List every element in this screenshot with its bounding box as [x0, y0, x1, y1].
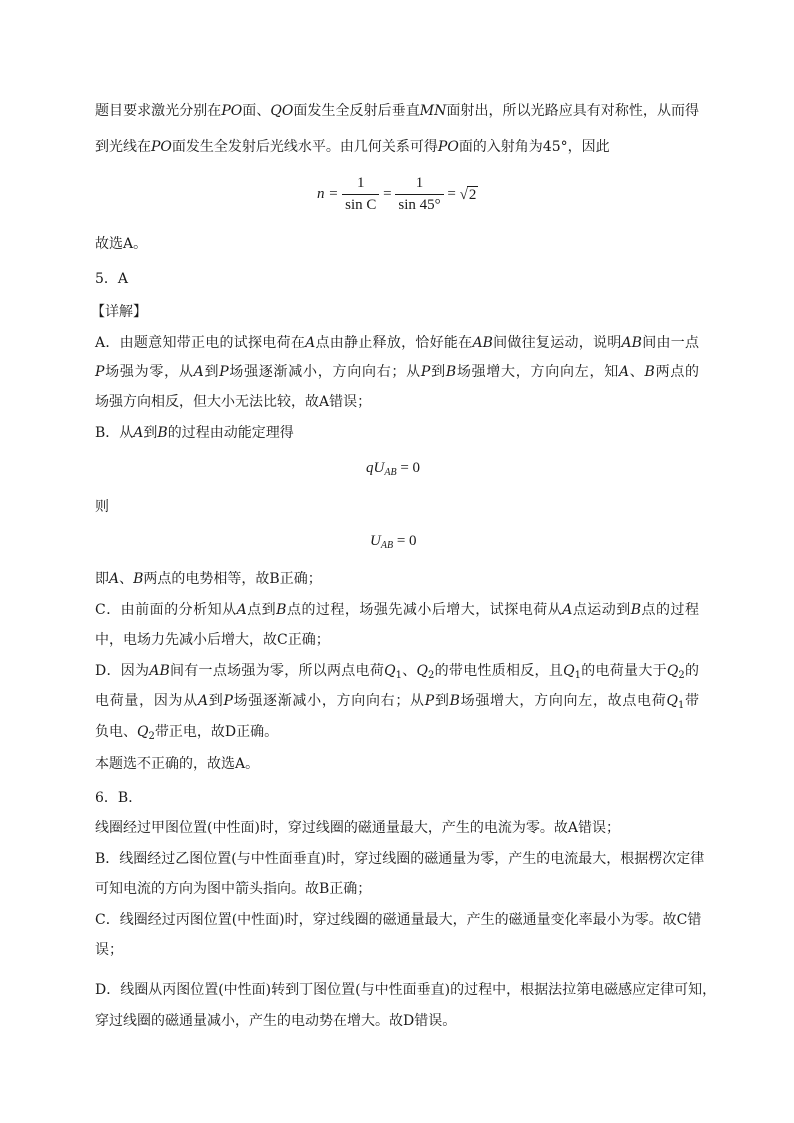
paragraph-line: 中，电场力先减小后增大，故C正确；	[95, 632, 330, 648]
detail-heading: 【详解】	[91, 304, 147, 320]
fraction: $\frac{1}{\sin 45^\circ}$	[395, 175, 443, 214]
equation-work: $qU_{AB} = 0$	[366, 460, 421, 478]
paragraph-line: C．由前面的分析知从A点到B点的过程，场强先减小后增大，试探电荷从A点运动到B点的过程	[95, 602, 700, 618]
paragraph-line: 则	[95, 499, 109, 515]
paragraph-line: A．由题意知带正电的试探电荷在A点由静止释放，恰好能在AB间做往复运动，说明AB间由一点	[95, 335, 700, 351]
paragraph-line: 穿过线圈的磁通量减小，产生的电动势在增大。故D错误。	[95, 1013, 457, 1029]
paragraph-line: 即A、B两点的电势相等，故B正确；	[95, 571, 322, 587]
math-var: PO	[151, 139, 172, 155]
equation-potential: $U_{AB} = 0$	[370, 533, 417, 551]
paragraph-line: 误；	[95, 942, 123, 958]
paragraph-line: 线圈经过甲图位置(中性面)时，穿过线圈的磁通量最大，产生的电流为零。故A错误；	[95, 820, 621, 836]
paragraph-line: 可知电流的方向为图中箭头指向。故B正确；	[95, 881, 372, 897]
paragraph-line: 负电、$Q_2$带正电，故D正确。	[95, 724, 279, 742]
math-var: PO	[221, 103, 243, 119]
paragraph-line: C．线圈经过丙图位置(中性面)时，穿过线圈的磁通量最大，产生的磁通量变化率最小为零。故C错	[95, 912, 702, 928]
paragraph-line: 本题选不正确的，故选A。	[95, 756, 260, 772]
answer-heading: 6．B．	[95, 790, 143, 806]
paragraph-line: D．因为AB间有一点场强为零，所以两点电荷$Q_1$、$Q_2$的带电性质相反，且$Q_1$的电荷量大于$Q_2$的	[95, 663, 700, 681]
paragraph-line: B．线圈经过乙图位置(与中性面垂直)时，穿过线圈的磁通量为零，产生的电流最大，根据楞次定律	[95, 851, 705, 867]
paragraph-line: 到光线在PO面发生全发射后光线水平。由几何关系可得PO面的入射角为45°，因此	[95, 139, 610, 155]
paragraph-line: 电荷量，因为从A到P场强逐渐减小，方向向右；从P到B场强增大，方向向左，故点电荷$Q_1$带	[95, 693, 700, 711]
paragraph-line: P场强为零，从A到P场强逐渐减小，方向向右；从P到B场强增大，方向向左，知A、B两点的	[95, 364, 700, 380]
paragraph-line: B．从A到B的过程由动能定理得	[95, 425, 294, 441]
math-var: MN	[419, 103, 447, 119]
paragraph-line: D．线圈从丙图位置(中性面)转到丁图位置(与中性面垂直)的过程中，根据法拉第电磁感应定律可知，	[95, 982, 717, 998]
math-var: PO	[437, 139, 459, 155]
equation-refractive-index: n = $\frac{1}{\text{sin C}}$ = $\frac{1}{\sin 45^\circ}$ = √2	[317, 175, 477, 213]
paragraph-line: 故选A。	[95, 236, 148, 252]
fraction: $\frac{1}{\text{sin C}}$	[342, 175, 379, 214]
square-root: √2	[459, 186, 477, 203]
answer-heading: 5．A	[95, 271, 129, 287]
math-var: QO	[270, 103, 294, 119]
paragraph-line: 场强方向相反，但大小无法比较，故A错误；	[95, 394, 372, 410]
paragraph-line: 题目要求激光分别在PO面、QO面发生全反射后垂直MN面射出，所以光路应具有对称性，从而得	[95, 103, 700, 119]
